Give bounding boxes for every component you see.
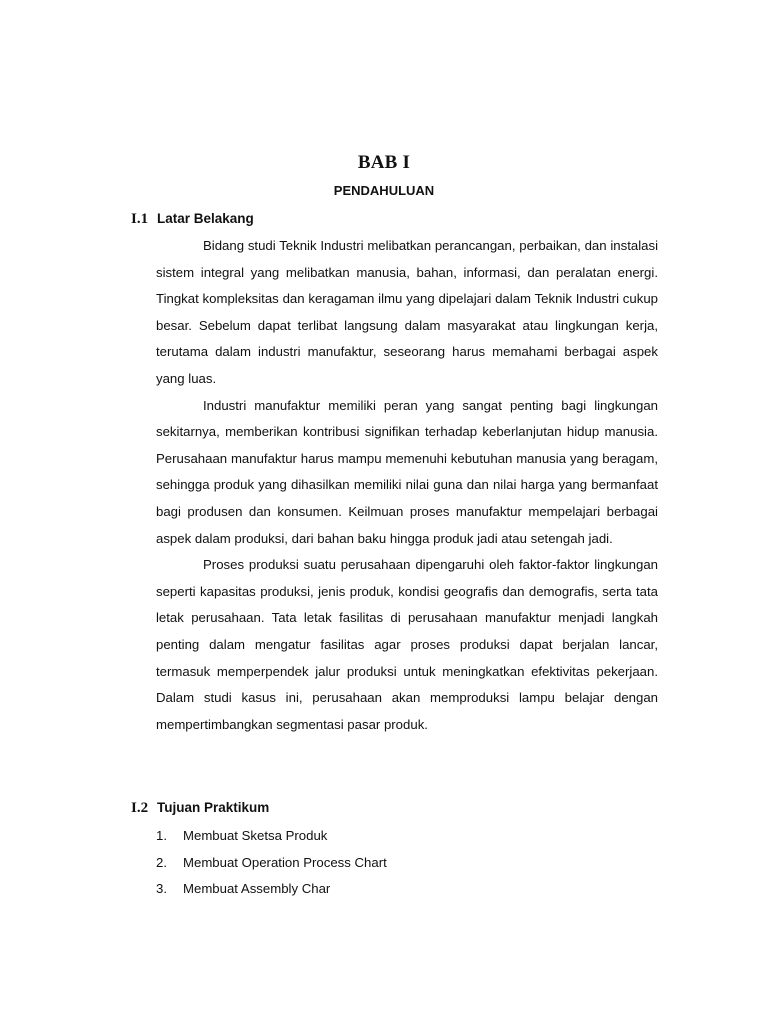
list-item-number: 2. <box>156 854 167 870</box>
list-item-text: Membuat Assembly Char <box>183 881 331 897</box>
paragraph: Industri manufaktur memiliki peran yang sangat penting bagi lingkungan sekitarnya, memberikan kontribusi signifikan terhadap keberlanjutan hidup manusia. Perusahaan manufaktur harus mampu memenuhi kebutuhan manusia yang beragam, sehingga produk yang dihasilkan memiliki nilai guna dan nilai harga yang bermanfaat bagi produsen dan konsumen. Keilmuan proses manufaktur mempelajari berbagai aspek dalam produksi, dari bahan baku hingga produk jadi atau setengah jadi. <box>156 397 658 546</box>
list-item-number: 1. <box>156 828 167 843</box>
list-item <box>156 879 387 906</box>
section-heading-latar-belakang <box>131 211 254 228</box>
paragraph: Proses produksi suatu perusahaan dipengaruhi oleh faktor-faktor lingkungan seperti kapasitas produksi, jenis produk, kondisi geografis dan demografis, serta tata letak perusahaan. Tata letak fasilitas di perusahaan manufaktur menjadi langkah penting dalam mengatur fasilitas agar proses produksi dapat berjalan lancar, termasuk memperpendek jalur produksi untuk meningkatkan efektivitas pekerjaan. Dalam studi kasus ini, perusahaan akan memproduksi lampu belajar dengan mempertimbangkan segmentasi pasar produk. <box>156 557 658 732</box>
list-item-text: Membuat Sketsa Produk <box>183 828 328 843</box>
section-title: Latar Belakang <box>157 211 254 226</box>
paragraph: Bidang studi Teknik Industri melibatkan perancangan, perbaikan, dan instalasi sistem integral yang melibatkan manusia, bahan, informasi, dan peralatan energi. Tingkat kompleksitas dan keragaman ilmu yang dipelajari dalam Teknik Industri cukup besar. Sebelum dapat terlibat langsung dalam masyarakat atau lingkungan kerja, terutama dalam industri manufaktur, seseorang harus memahami berbagai aspek yang luas. <box>156 238 658 386</box>
list-item-number: 3. <box>156 881 167 897</box>
list-item <box>156 853 387 880</box>
chapter-subtitle: PENDAHULUAN <box>333 183 435 198</box>
list-item <box>156 826 387 853</box>
section-number: I.1 <box>131 211 149 227</box>
objectives-list <box>156 826 387 906</box>
list-item-text: Membuat Operation Process Chart <box>183 854 387 870</box>
section-title: Tujuan Praktikum <box>157 800 270 815</box>
section-number: I.2 <box>131 800 149 816</box>
chapter-title: BAB I <box>357 152 411 173</box>
section-heading-tujuan-praktikum <box>131 800 269 817</box>
section-body-latar-belakang <box>156 233 658 738</box>
